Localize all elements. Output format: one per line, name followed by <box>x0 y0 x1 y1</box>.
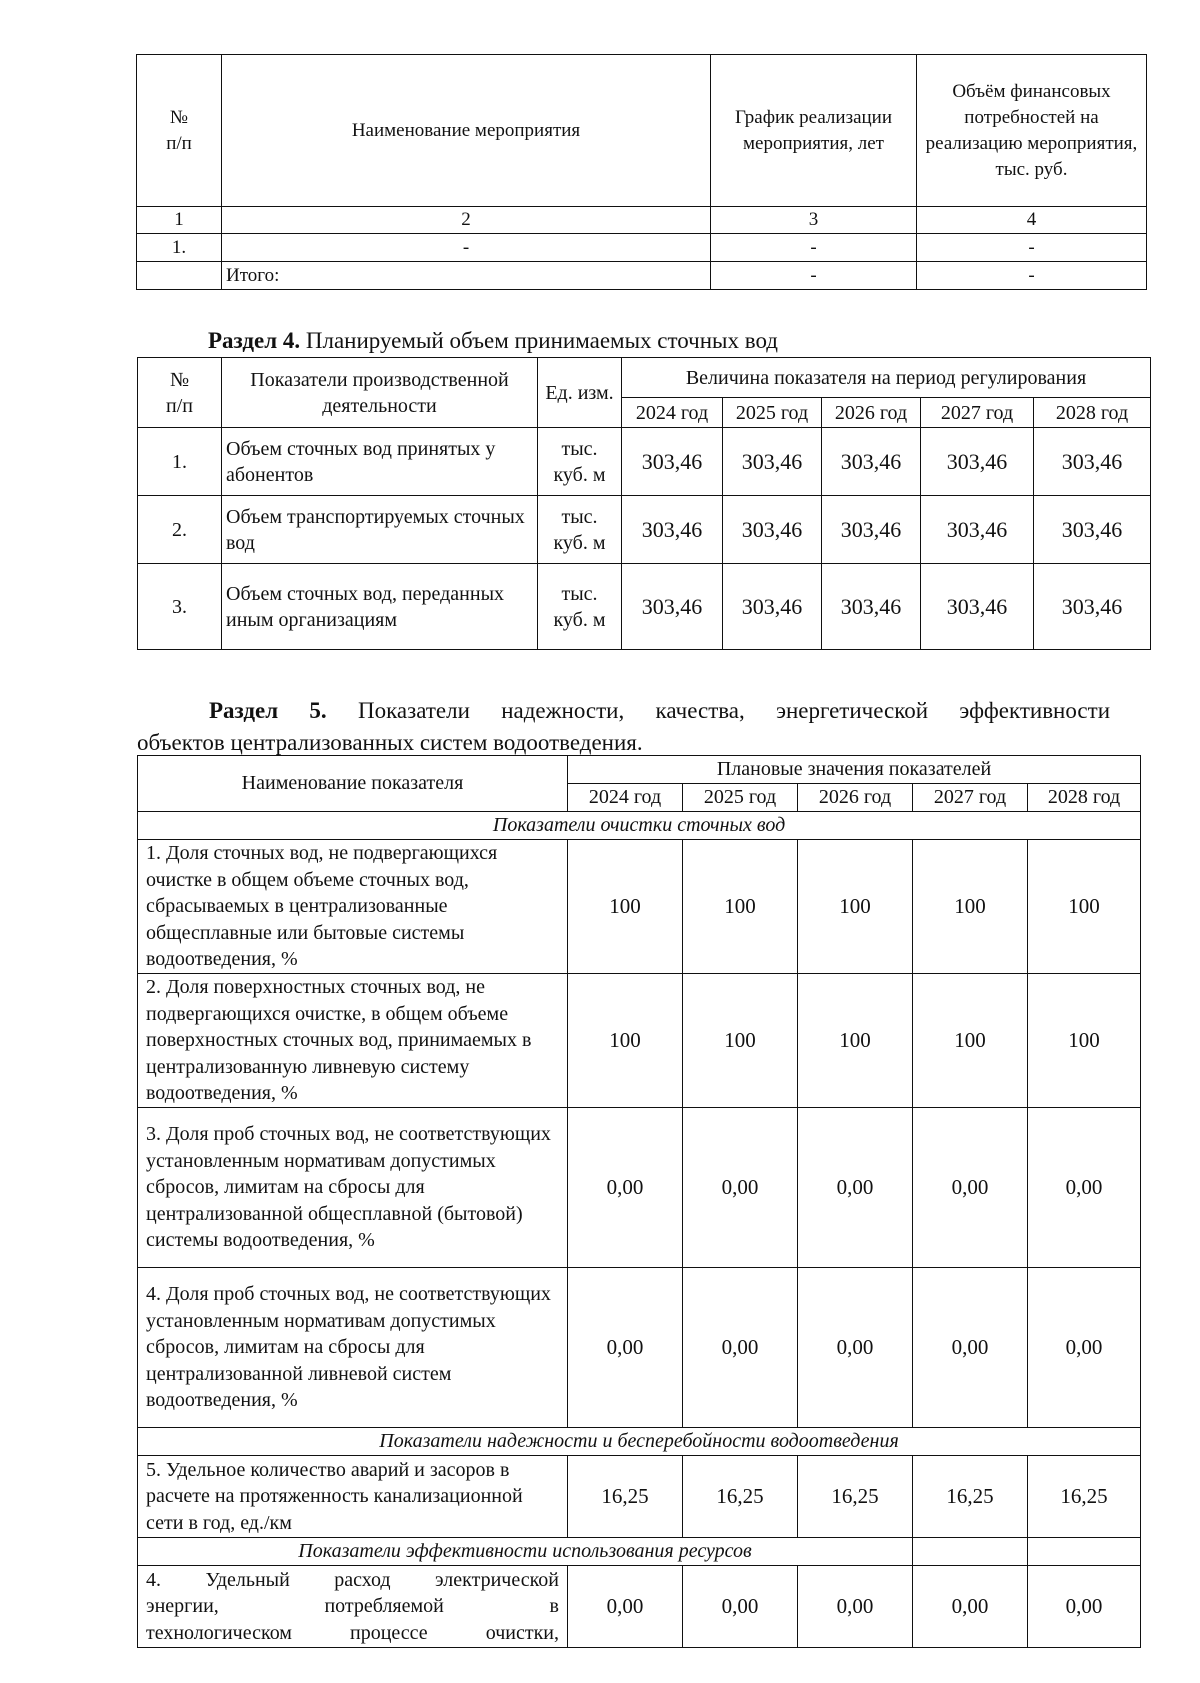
measure-name: - <box>222 234 711 262</box>
value-cell: 100 <box>913 974 1028 1108</box>
empty-cell <box>1028 1538 1141 1566</box>
table-row <box>138 1108 1141 1268</box>
section-4-title: Планируемый объем принимаемых сточных вод <box>305 328 778 353</box>
financing-value: - <box>917 234 1147 262</box>
indicators-table <box>137 755 1141 1648</box>
year-header: 2024 год <box>568 784 683 812</box>
table-row <box>138 496 1151 564</box>
column-header-financing: Объём финансовых потребностей на реализацию мероприятия, тыс. руб. <box>917 55 1147 207</box>
year-header: 2027 год <box>913 784 1028 812</box>
indicator-name-line: 4. Удельный расход электрической <box>146 1568 559 1591</box>
value-cell: 0,00 <box>798 1108 913 1268</box>
value-cell: 303,46 <box>622 496 723 564</box>
column-header-indicator: Наименование показателя <box>138 756 568 812</box>
value-cell: 303,46 <box>1034 496 1151 564</box>
table-row <box>137 234 1147 262</box>
group-row <box>138 1428 1141 1456</box>
value-cell: 16,25 <box>683 1456 798 1538</box>
column-header-planned: Плановые значения показателей <box>568 756 1141 784</box>
table-header-row <box>137 55 1147 207</box>
indicator-name: 2. Доля поверхностных сточных вод, не подвергающихся очистке, в общем объеме поверхностных сточных вод, принимаемых в централизованную ливневую систему водоотведения, % <box>138 974 568 1108</box>
table-row <box>138 1268 1141 1428</box>
row-number: 3. <box>138 564 222 650</box>
indicator-name: Объем транспортируемых сточных вод <box>222 496 538 564</box>
section-5-label: Раздел 5. <box>209 698 327 723</box>
indicator-name-line: технологическом процессе очистки, <box>146 1621 559 1644</box>
value-cell: 0,00 <box>913 1108 1028 1268</box>
value-cell: 100 <box>1028 974 1141 1108</box>
value-cell: 303,46 <box>1034 428 1151 496</box>
value-cell: 0,00 <box>568 1268 683 1428</box>
indicator-name: 1. Доля сточных вод, не подвергающихся очистке в общем объеме сточных вод, сбрасываемых в централизованные общесплавные или бытовые системы водоотведения, % <box>138 840 568 974</box>
group-heading-reliability: Показатели надежности и бесперебойности водоотведения <box>138 1428 1141 1456</box>
indicator-name: Объем сточных вод принятых у абонентов <box>222 428 538 496</box>
group-row <box>138 1538 1141 1566</box>
group-heading-cleaning: Показатели очистки сточных вод <box>138 812 1141 840</box>
schedule-value: - <box>711 262 917 290</box>
column-header-unit: Ед. изм. <box>538 358 622 428</box>
table-header-row <box>138 358 1151 398</box>
value-cell: 303,46 <box>622 564 723 650</box>
schedule-value: - <box>711 234 917 262</box>
value-cell: 303,46 <box>822 496 921 564</box>
column-header-number: № п/п <box>137 55 222 207</box>
year-header: 2028 год <box>1034 398 1151 428</box>
table-row <box>138 840 1141 974</box>
row-number: 2. <box>138 496 222 564</box>
column-header-number: № п/п <box>138 358 222 428</box>
column-index: 3 <box>711 207 917 234</box>
value-cell: 16,25 <box>913 1456 1028 1538</box>
value-cell: 0,00 <box>1028 1268 1141 1428</box>
value-cell: 16,25 <box>568 1456 683 1538</box>
indicator-name: 3. Доля проб сточных вод, не соответствующих установленным нормативам допустимых сбросов, лимитам на сбросы для централизованной общесплавной (бытовой) системы водоотведения, % <box>138 1108 568 1268</box>
column-index: 1 <box>137 207 222 234</box>
total-label: Итого: <box>222 262 711 290</box>
value-cell: 0,00 <box>913 1268 1028 1428</box>
year-header: 2025 год <box>683 784 798 812</box>
column-header-indicator: Показатели производственной деятельности <box>222 358 538 428</box>
value-cell: 0,00 <box>798 1566 913 1648</box>
column-header-schedule: График реализации мероприятия, лет <box>711 55 917 207</box>
column-header-period: Величина показателя на период регулирования <box>622 358 1151 398</box>
section-4-label: Раздел 4. <box>208 328 301 353</box>
value-cell: 0,00 <box>683 1566 798 1648</box>
empty-cell <box>913 1538 1028 1566</box>
value-cell: 303,46 <box>622 428 723 496</box>
indicator-name: Объем сточных вод, переданных иным организациям <box>222 564 538 650</box>
value-cell: 100 <box>683 840 798 974</box>
value-cell: 303,46 <box>1034 564 1151 650</box>
value-cell: 0,00 <box>683 1108 798 1268</box>
value-cell: 0,00 <box>1028 1108 1141 1268</box>
value-cell: 303,46 <box>921 496 1034 564</box>
value-cell: 100 <box>1028 840 1141 974</box>
value-cell: 16,25 <box>1028 1456 1141 1538</box>
value-cell: 303,46 <box>921 564 1034 650</box>
indicator-name <box>138 1566 568 1648</box>
indicator-name: 4. Доля проб сточных вод, не соответствующих установленным нормативам допустимых сбросов, лимитам на сбросы для централизованной ливневой систем водоотведения, % <box>138 1268 568 1428</box>
indicator-name-line: энергии, потребляемой в <box>146 1595 559 1618</box>
value-cell: 303,46 <box>921 428 1034 496</box>
value-cell: 0,00 <box>568 1108 683 1268</box>
wastewater-volume-table <box>137 357 1151 650</box>
table-row <box>138 1456 1141 1538</box>
value-cell: 303,46 <box>822 564 921 650</box>
section-5-title-line-1: Показатели надежности, качества, энергетической эффективности <box>358 698 1111 723</box>
unit: тыс. куб. м <box>538 564 622 650</box>
column-header-measure-name: Наименование мероприятия <box>222 55 711 207</box>
value-cell: 100 <box>568 974 683 1108</box>
value-cell: 0,00 <box>683 1268 798 1428</box>
table-row <box>138 428 1151 496</box>
year-header: 2025 год <box>723 398 822 428</box>
value-cell: 303,46 <box>723 428 822 496</box>
year-header: 2028 год <box>1028 784 1141 812</box>
year-header: 2026 год <box>798 784 913 812</box>
column-index-row <box>137 207 1147 234</box>
table-row <box>138 1566 1141 1648</box>
value-cell: 0,00 <box>913 1566 1028 1648</box>
column-index: 4 <box>917 207 1147 234</box>
value-cell: 16,25 <box>798 1456 913 1538</box>
value-cell: 100 <box>683 974 798 1108</box>
financing-value: - <box>917 262 1147 290</box>
indicator-name: 5. Удельное количество аварий и засоров в расчете на протяженность канализационной сети в год, ед./км <box>138 1456 568 1538</box>
row-number: 1. <box>137 234 222 262</box>
section-5-heading <box>137 695 1110 759</box>
year-header: 2024 год <box>622 398 723 428</box>
column-index: 2 <box>222 207 711 234</box>
value-cell: 100 <box>913 840 1028 974</box>
value-cell: 100 <box>568 840 683 974</box>
group-row <box>138 812 1141 840</box>
unit: тыс. куб. м <box>538 496 622 564</box>
table-row <box>138 974 1141 1108</box>
value-cell: 100 <box>798 974 913 1108</box>
table-row <box>138 564 1151 650</box>
row-number: 1. <box>138 428 222 496</box>
value-cell: 100 <box>798 840 913 974</box>
value-cell: 303,46 <box>723 564 822 650</box>
measures-table <box>136 54 1147 290</box>
total-row <box>137 262 1147 290</box>
value-cell: 303,46 <box>723 496 822 564</box>
section-5-title-line-2: объектов централизованных систем водоотведения. <box>137 730 643 755</box>
value-cell: 0,00 <box>798 1268 913 1428</box>
section-5-heading-line-1 <box>137 695 1110 727</box>
table-header-row <box>138 756 1141 784</box>
value-cell: 0,00 <box>1028 1566 1141 1648</box>
value-cell: 0,00 <box>568 1566 683 1648</box>
row-number <box>137 262 222 290</box>
unit: тыс. куб. м <box>538 428 622 496</box>
year-header: 2026 год <box>822 398 921 428</box>
section-4-heading <box>208 328 778 354</box>
year-header: 2027 год <box>921 398 1034 428</box>
group-heading-efficiency: Показатели эффективности использования ресурсов <box>138 1538 913 1566</box>
value-cell: 303,46 <box>822 428 921 496</box>
